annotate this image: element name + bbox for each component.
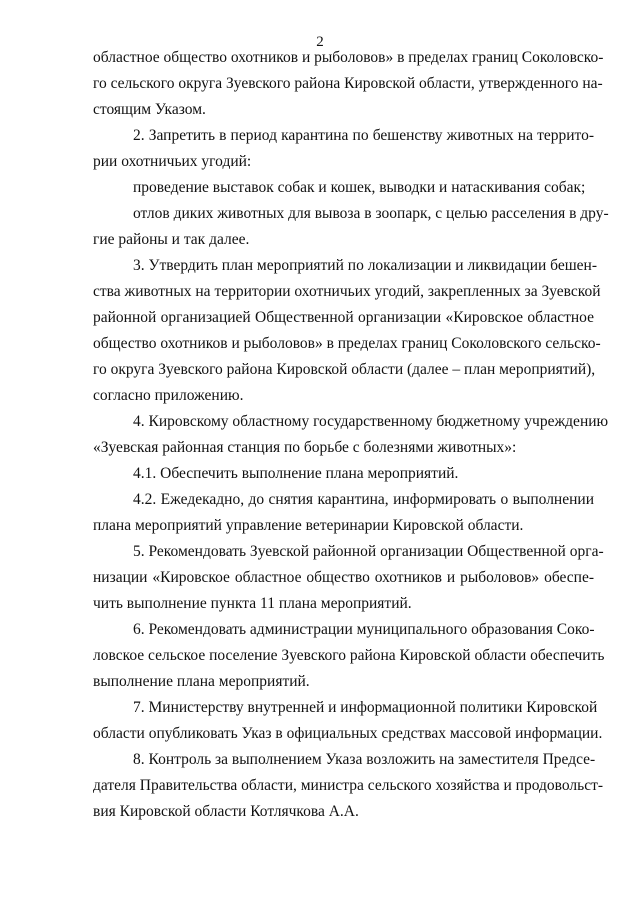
- text-line: 5. Рекомендовать Зуевской районной организации Общественной орга-: [133, 543, 604, 560]
- text-line: низации «Кировское областное общество охотников и рыболовов» обеспе-: [93, 569, 594, 586]
- text-line: 7. Министерству внутренней и информационной политики Кировской: [133, 699, 598, 716]
- text-line: стоящим Указом.: [93, 101, 206, 118]
- text-line: 4.2. Ежедекадно, до снятия карантина, информировать о выполнении: [133, 491, 594, 508]
- text-line: согласно приложению.: [93, 387, 244, 404]
- text-line: ства животных на территории охотничьих угодий, закрепленных за Зуевской: [93, 283, 601, 300]
- text-line: областное общество охотников и рыболовов» в пределах границ Соколовско-: [93, 49, 604, 66]
- text-line: районной организацией Общественной организации «Кировское областное: [93, 309, 594, 326]
- text-line: го округа Зуевского района Кировской области (далее – план мероприятий),: [93, 361, 596, 378]
- text-line: области опубликовать Указ в официальных средствах массовой информации.: [93, 725, 603, 742]
- text-line: отлов диких животных для вывоза в зоопарк, с целью расселения в дру-: [133, 205, 609, 222]
- text-line: 4. Кировскому областному государственному бюджетному учреждению: [133, 413, 609, 430]
- text-line: 4.1. Обеспечить выполнение плана мероприятий.: [133, 465, 459, 482]
- text-line: выполнение плана мероприятий.: [93, 673, 310, 690]
- text-line: общество охотников и рыболовов» в пределах границ Соколовского сельско-: [93, 335, 601, 352]
- text-line: 2. Запретить в период карантина по бешенству животных на террито-: [133, 127, 594, 144]
- text-line: плана мероприятий управление ветеринарии Кировской области.: [93, 517, 524, 534]
- text-line: дателя Правительства области, министра сельского хозяйства и продовольст-: [93, 777, 604, 794]
- page-number: 2: [316, 34, 324, 50]
- text-line: рии охотничьих угодий:: [93, 153, 252, 170]
- text-line: 6. Рекомендовать администрации муниципального образования Соко-: [133, 621, 595, 638]
- text-line: проведение выставок собак и кошек, выводки и натаскивания собак;: [133, 179, 586, 196]
- text-line: вия Кировской области Котлячкова А.А.: [93, 803, 359, 820]
- text-line: го сельского округа Зуевского района Кировской области, утвержденного на-: [93, 75, 603, 92]
- text-line: «Зуевская районная станция по борьбе с болезнями животных»:: [93, 439, 517, 456]
- text-line: ловское сельское поселение Зуевского района Кировской области обеспечить: [93, 647, 605, 664]
- text-line: гие районы и так далее.: [93, 231, 250, 248]
- text-line: 3. Утвердить план мероприятий по локализации и ликвидации бешен-: [133, 257, 597, 274]
- text-line: чить выполнение пункта 11 плана мероприятий.: [93, 595, 412, 612]
- text-line: 8. Контроль за выполнением Указа возложить на заместителя Предсе-: [133, 751, 596, 768]
